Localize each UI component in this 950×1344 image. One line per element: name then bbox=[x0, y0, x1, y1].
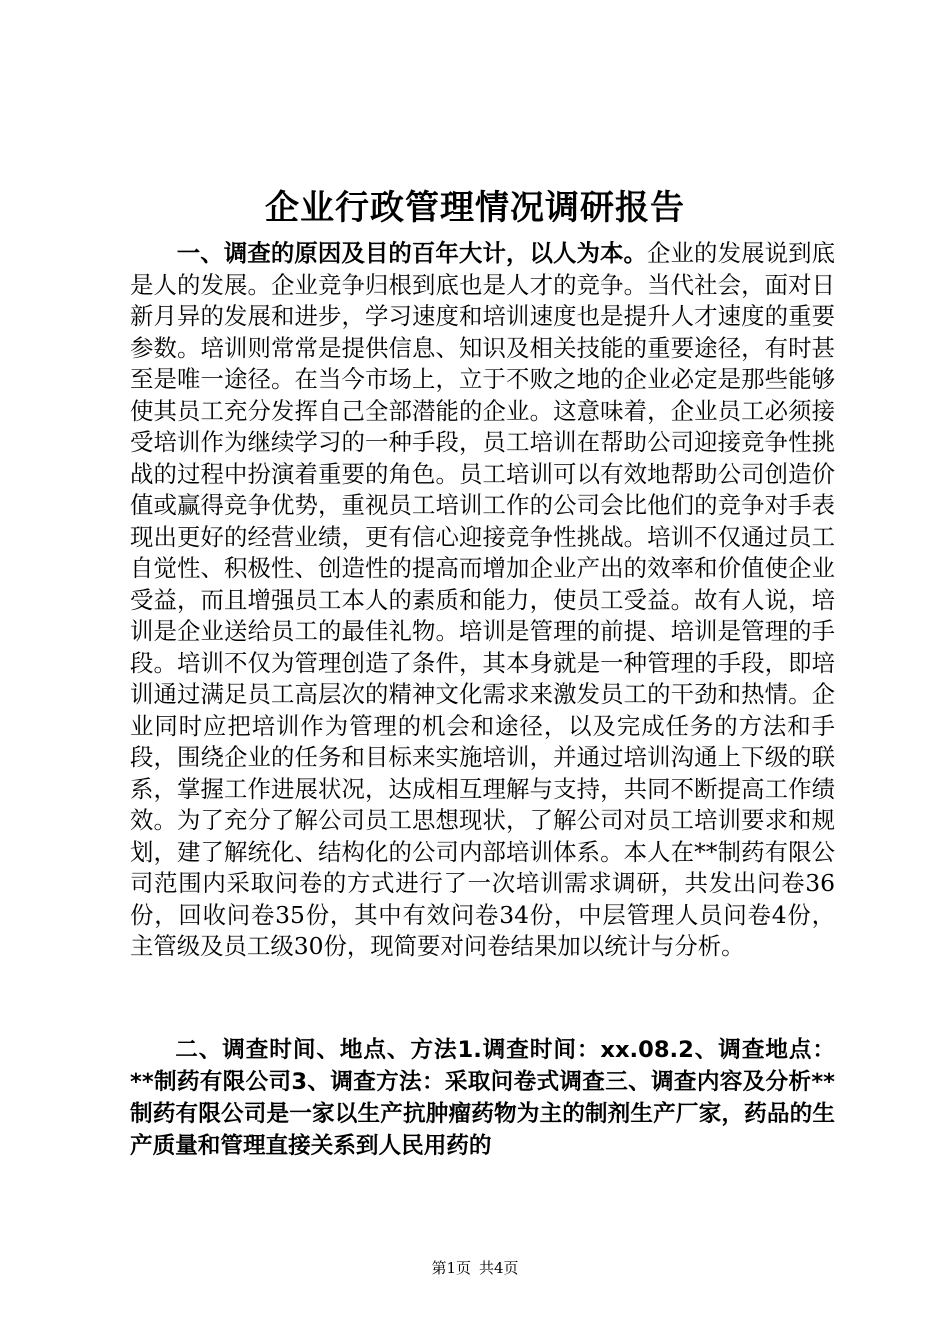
paragraph-1 bbox=[130, 238, 835, 963]
paragraph-1-text: 企业的发展说到底是人的发展。企业竞争归根到底也是人才的竞争。当代社会，面对日新月异的发展和进步，学习速度和培训速度也是提升人才速度的重要参数。培训则常常是提供信息、知识及相关技能的重要途径，有时甚至是唯一途径。在当今市场上，立于不败之地的企业必定是那些能够使其员工充分发挥自己全部潜能的企业。这意味着，企业员工必须接受培训作为继续学习的一种手段，员工培训在帮助公司迎接竞争性挑战的过程中扮演着重要的角色。员工培训可以有效地帮助公司创造价值或赢得竞争优势，重视员工培训工作的公司会比他们的竞争对手表现出更好的经营业绩，更有信心迎接竞争性挑战。培训不仅通过员工自觉性、积极性、创造性的提高而增加企业产出的效率和价值使企业受益，而且增强员工本人的素质和能力，使员工受益。故有人说，培训是企业送给员工的最佳礼物。培训是管理的前提、培训是管理的手段。培训不仅为管理创造了条件，其本身就是一种管理的手段，即培训通过满足员工高层次的精神文化需求来激发员工的干劲和热情。企业同时应把培训作为管理的机会和途径，以及完成任务的方法和手段，围绕企业的任务和目标来实施培训，并通过培训沟通上下级的联系，掌握工作进展状况，达成相互理解与支持，共同不断提高工作绩效。为了充分了解公司员工思想现状，了解公司对员工培训要求和规划，建了解统化、结构化的公司内部培训体系。本人在**制药有限公司范围内采取问卷的方式进行了一次培训需求调研，共发出问卷36份，回收问卷35份，其中有效问卷34份，中层管理人员问卷4份，主管级及员工级30份，现简要对问卷结果加以统计与分析。 bbox=[130, 239, 836, 960]
section-heading-1: 一、调查的原因及目的百年大计，以人为本。 bbox=[176, 239, 648, 267]
page-total: 共4页 bbox=[479, 1259, 519, 1277]
paragraph-2-text: 二、调查时间、地点、方法1.调查时间：xx.08.2、调查地点：**制药有限公司3、调查方法：采取问卷式调查三、调查内容及分析**制药有限公司是一家以生产抗肿瘤药物为主的制剂生产厂家，药品的生产质量和管理直接关系到人民用药的 bbox=[130, 1037, 835, 1159]
paragraph-2 bbox=[130, 1034, 835, 1162]
page-footer bbox=[0, 1258, 950, 1278]
document-title: 企业行政管理情况调研报告 bbox=[265, 188, 685, 228]
page-number: 第1页 bbox=[431, 1259, 471, 1277]
